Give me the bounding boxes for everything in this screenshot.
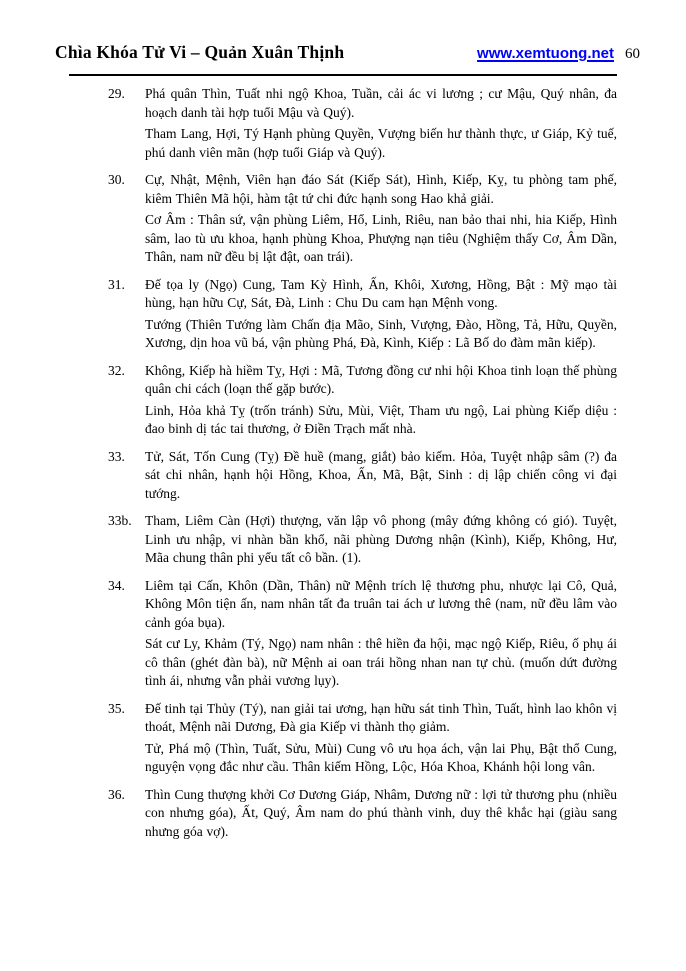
item-number: 34. [108, 577, 125, 593]
header-right [477, 45, 640, 63]
list-item [108, 786, 617, 845]
header-divider [69, 74, 617, 76]
list-item [108, 171, 617, 270]
item-paragraphs [145, 171, 617, 270]
paragraph: Đế tinh tại Thủy (Tý), nan giải tai ương, hạn hữu sát tinh Thìn, Tuất, hình lao khôn vị thoát, Mệnh nãi Dương, Đà gia Kiếp vi thành thọ giảm. [145, 700, 617, 734]
page-header [55, 42, 640, 63]
item-number: 29. [108, 86, 125, 101]
paragraph: Tham, Liêm Càn (Hợi) thượng, văn lập vô phong (mây đứng không có gió). Tuyệt, Linh ưu nhập, vi nhàn bần khổ, nãi phùng Dương nhận (Kình), Kiếp, Không, Hư, Mãa chung thân phi yểu tất cô bần. (1). [145, 513, 617, 565]
document-body [108, 85, 617, 850]
item-number: 32. [108, 362, 125, 378]
paragraph: Đế tọa ly (Ngọ) Cung, Tam Kỳ Hình, Ấn, Khôi, Xương, Hồng, Bật : Mỹ mạo tài hùng, hạn hữu Cự, Sát, Đà, Linh : Chu Du cam hạn Mệnh vong. [145, 276, 617, 310]
item-paragraphs [145, 512, 617, 571]
item-number: 30. [108, 172, 125, 187]
list-item [108, 362, 617, 442]
item-paragraphs [145, 700, 617, 780]
page-number: 60 [625, 46, 640, 62]
list-item [108, 512, 617, 571]
item-paragraphs [145, 448, 617, 507]
item-number: 35. [108, 700, 125, 716]
list-item [108, 276, 617, 356]
paragraph: Thìn Cung thượng khởi Cơ Dương Giáp, Nhâm, Dương nữ : lợi tử thương phu (nhiều con nhưng góa), Ất, Quý, Âm nam do phú thành vinh, duy thê khắc hại (giàu sang nhưng góa vợ). [145, 786, 617, 839]
list-item [108, 85, 617, 165]
paragraph: Phá quân Thìn, Tuất nhi ngộ Khoa, Tuần, cải ác vi lương ; cư Mậu, Quý nhân, đa hoạch danh tài hợp tuổi Mậu và Quý). [145, 86, 617, 120]
paragraph: Sát cư Ly, Khảm (Tý, Ngọ) nam nhân : thê hiền đa hội, mạc ngộ Kiếp, Riêu, ố phụ ái cô thân (ghét đàn bà), nữ Mệnh ai oan trái hồng nhan nan tự chủ. (muốn dứt đường tình ái, nhưng vẫn phải vương lụy). [145, 636, 617, 688]
paragraph: Tham Lang, Hợi, Tý Hạnh phùng Quyền, Vượng biến hư thành thực, ư Giáp, Kỷ tuế, phú danh viên mãn (hợp tuổi Giáp và Quý). [145, 126, 617, 160]
paragraph: Linh, Hỏa khả Tỵ (trốn tránh) Sửu, Mùi, Việt, Tham ưu ngộ, Lai phùng Kiếp diệu : đao binh dị tác tai thương, ở Điền Trạch mất nhà. [145, 402, 617, 436]
item-paragraphs [145, 786, 617, 845]
paragraph: Cự, Nhật, Mệnh, Viên hạn đáo Sát (Kiếp Sát), Hình, Kiếp, Kỵ, tu phòng tam phế, kiêm Thiên Mã hội, hàm tật tứ chi đức hạnh song Hao khả giải. [145, 172, 617, 206]
item-number: 33. [108, 448, 125, 464]
paragraph: Cơ Âm : Thân sứ, vận phùng Liêm, Hổ, Linh, Riêu, nan bảo thai nhi, hia Kiếp, Hình sâm, lao tù ưu khoa, hạnh phùng Khoa, Phượng nạn tiêu (Nghiệm thấy Cơ, Âm Dần, Thân, nam nữ đều bị lật đật, oan trái). [145, 212, 617, 264]
list-item [108, 448, 617, 507]
item-number: 31. [108, 276, 125, 292]
book-title: Chìa Khóa Tử Vi – Quản Xuân Thịnh [55, 42, 345, 62]
list-item [108, 700, 617, 780]
item-paragraphs [145, 362, 617, 442]
list-item [108, 577, 617, 694]
item-paragraphs [145, 85, 617, 165]
item-paragraphs [145, 577, 617, 694]
item-number: 36. [108, 786, 125, 802]
website-link[interactable]: www.xemtuong.net [477, 45, 614, 62]
paragraph: Tướng (Thiên Tướng làm Chấn địa Mão, Sinh, Vượng, Đào, Hồng, Tả, Hữu, Quyền, Xương, dịn hoa vũ bá, vận phùng Phá, Đà, Kình, Kiếp : Lã Bố do đàm mãn kiếp). [145, 316, 617, 350]
item-number: 33b. [108, 513, 132, 528]
paragraph: Không, Kiếp hà hiềm Tỵ, Hợi : Mã, Tương đồng cư nhi hội Khoa tinh loạn thế phùng quân chi cách (loạn thế gặp bước). [145, 362, 617, 396]
paragraph: Tử, Sát, Tốn Cung (Tỵ) Đề huề (mang, giắt) bảo kiếm. Hỏa, Tuyệt nhập sâm (?) đa sát chi nhân, hạnh hội Hồng, Khoa, Ấn, Mã, Bật, Sinh : dị lập chiến công vi đại tướng. [145, 448, 617, 501]
paragraph: Tử, Phá mộ (Thìn, Tuất, Sửu, Mùi) Cung vô ưu họa ách, vận lai Phụ, Bật thổ Cung, nguyện vọng đắc như cầu. Thân kiếm Hồng, Lộc, Hóa Khoa, Khánh hội long vân. [145, 740, 617, 774]
paragraph: Liêm tại Cấn, Khôn (Dần, Thân) nữ Mệnh trích lệ thương phu, nhược lại Cô, Quả, Không Môn tiện ấn, nam nhân tất đa truân tai ách ư lương thê (nam, nữ đều lâm vào cảnh góa bụa). [145, 577, 617, 630]
item-paragraphs [145, 276, 617, 356]
